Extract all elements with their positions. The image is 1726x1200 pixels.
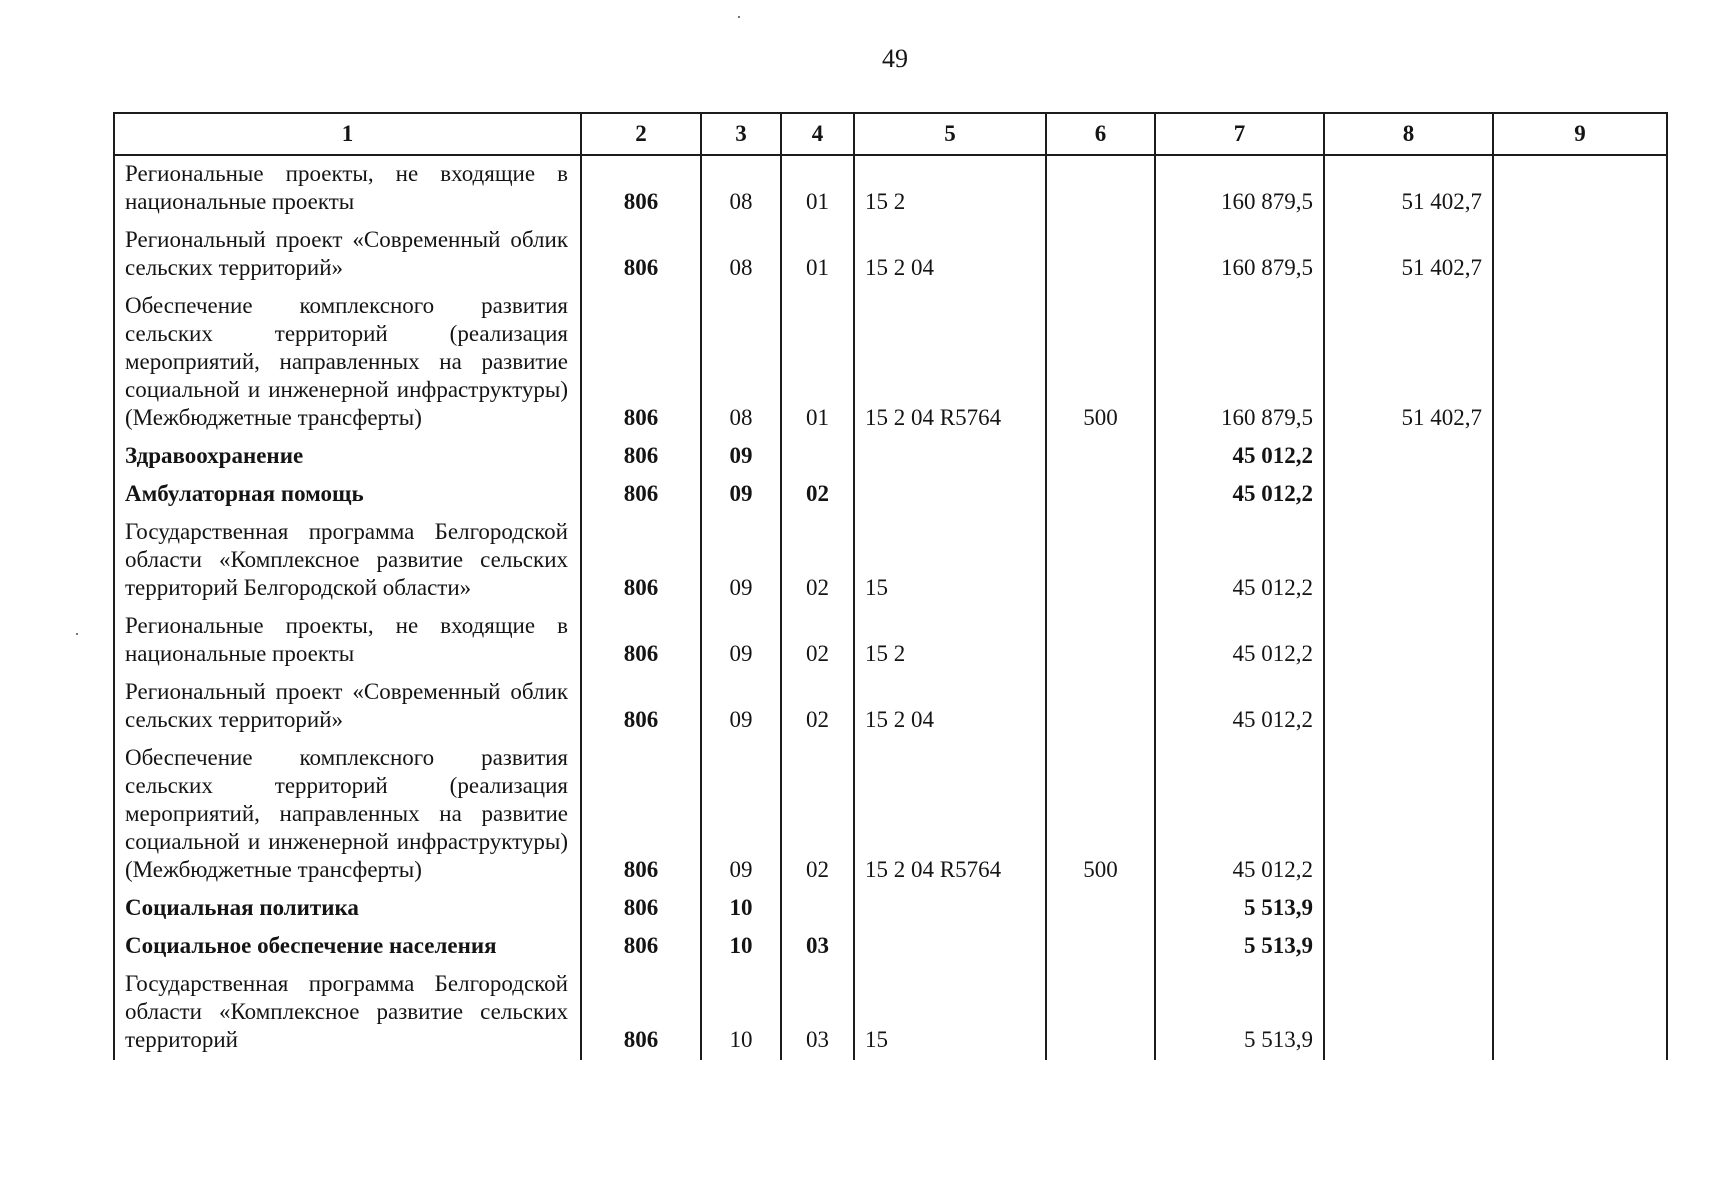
row-description: Региональные проекты, не входящие в национальные проекты: [114, 608, 581, 674]
cell-amount-col9: [1493, 928, 1667, 966]
cell-amount-col8: 51 402,7: [1324, 155, 1493, 222]
table-row: [114, 438, 1667, 476]
table-row: [114, 740, 1667, 890]
cell-amount-col9: [1493, 674, 1667, 740]
cell-subsection-code: 02: [781, 476, 854, 514]
cell-ministry-code: 806: [581, 966, 701, 1060]
column-header: 4: [781, 113, 854, 155]
cell-amount-col7: 160 879,5: [1155, 155, 1324, 222]
cell-target-article: 15 2: [854, 155, 1046, 222]
column-header: 8: [1324, 113, 1493, 155]
cell-section-code: 09: [701, 740, 781, 890]
cell-amount-col7: 45 012,2: [1155, 438, 1324, 476]
cell-amount-col9: [1493, 222, 1667, 288]
cell-section-code: 09: [701, 438, 781, 476]
cell-amount-col8: [1324, 928, 1493, 966]
cell-section-code: 10: [701, 890, 781, 928]
column-header: 5: [854, 113, 1046, 155]
cell-amount-col7: 5 513,9: [1155, 966, 1324, 1060]
cell-expense-type: 500: [1046, 288, 1155, 438]
budget-table: [113, 112, 1668, 1060]
cell-target-article: [854, 890, 1046, 928]
cell-amount-col7: 160 879,5: [1155, 222, 1324, 288]
cell-target-article: [854, 438, 1046, 476]
cell-amount-col7: 45 012,2: [1155, 740, 1324, 890]
column-header: 6: [1046, 113, 1155, 155]
cell-section-code: 08: [701, 222, 781, 288]
table-row: [114, 288, 1667, 438]
cell-subsection-code: 01: [781, 288, 854, 438]
table-row: [114, 608, 1667, 674]
cell-amount-col8: 51 402,7: [1324, 288, 1493, 438]
cell-amount-col9: [1493, 288, 1667, 438]
cell-subsection-code: 03: [781, 966, 854, 1060]
cell-target-article: 15 2: [854, 608, 1046, 674]
cell-expense-type: [1046, 966, 1155, 1060]
cell-ministry-code: 806: [581, 608, 701, 674]
table-row: [114, 222, 1667, 288]
cell-section-code: 08: [701, 155, 781, 222]
cell-subsection-code: [781, 890, 854, 928]
cell-target-article: 15 2 04 R5764: [854, 288, 1046, 438]
column-header: 3: [701, 113, 781, 155]
cell-amount-col9: [1493, 476, 1667, 514]
row-description: Региональный проект «Современный облик сельских территорий»: [114, 222, 581, 288]
cell-amount-col8: [1324, 966, 1493, 1060]
cell-expense-type: [1046, 514, 1155, 608]
cell-ministry-code: 806: [581, 514, 701, 608]
cell-subsection-code: 01: [781, 222, 854, 288]
cell-section-code: 09: [701, 608, 781, 674]
row-description: Здравоохранение: [114, 438, 581, 476]
table-row: [114, 155, 1667, 222]
cell-expense-type: [1046, 476, 1155, 514]
cell-amount-col8: [1324, 514, 1493, 608]
cell-amount-col7: 45 012,2: [1155, 674, 1324, 740]
row-description: Государственная программа Белгородской области «Комплексное развитие сельских территорий Белгородской области»: [114, 514, 581, 608]
cell-amount-col9: [1493, 514, 1667, 608]
cell-amount-col7: 160 879,5: [1155, 288, 1324, 438]
cell-ministry-code: 806: [581, 288, 701, 438]
cell-amount-col7: 5 513,9: [1155, 928, 1324, 966]
cell-section-code: 10: [701, 966, 781, 1060]
scan-speck: [738, 16, 740, 18]
row-description: Социальная политика: [114, 890, 581, 928]
cell-amount-col8: [1324, 438, 1493, 476]
cell-section-code: 09: [701, 476, 781, 514]
cell-amount-col8: [1324, 476, 1493, 514]
cell-expense-type: [1046, 155, 1155, 222]
cell-ministry-code: 806: [581, 438, 701, 476]
cell-amount-col8: [1324, 740, 1493, 890]
cell-expense-type: [1046, 222, 1155, 288]
cell-amount-col8: [1324, 890, 1493, 928]
row-description: Региональные проекты, не входящие в национальные проекты: [114, 155, 581, 222]
cell-ministry-code: 806: [581, 740, 701, 890]
column-header: 2: [581, 113, 701, 155]
scan-speck: [76, 633, 78, 635]
cell-subsection-code: 03: [781, 928, 854, 966]
cell-amount-col9: [1493, 438, 1667, 476]
table-row: [114, 674, 1667, 740]
cell-subsection-code: [781, 438, 854, 476]
cell-ministry-code: 806: [581, 155, 701, 222]
cell-section-code: 09: [701, 674, 781, 740]
cell-expense-type: [1046, 928, 1155, 966]
cell-expense-type: [1046, 890, 1155, 928]
cell-amount-col9: [1493, 740, 1667, 890]
row-description: Социальное обеспечение населения: [114, 928, 581, 966]
table-row: [114, 966, 1667, 1060]
column-header: 1: [114, 113, 581, 155]
row-description: Обеспечение комплексного развития сельских территорий (реализация мероприятий, направленных на развитие социальной и инженерной инфраструктуры) (Межбюджетные трансферты): [114, 288, 581, 438]
cell-expense-type: [1046, 438, 1155, 476]
cell-target-article: [854, 476, 1046, 514]
cell-target-article: [854, 928, 1046, 966]
page-number: 49: [882, 44, 908, 73]
row-description: Амбулаторная помощь: [114, 476, 581, 514]
table-row: [114, 890, 1667, 928]
cell-target-article: 15: [854, 966, 1046, 1060]
column-header: 7: [1155, 113, 1324, 155]
cell-amount-col8: [1324, 608, 1493, 674]
cell-target-article: 15 2 04: [854, 222, 1046, 288]
cell-subsection-code: 02: [781, 674, 854, 740]
cell-amount-col9: [1493, 155, 1667, 222]
cell-section-code: 10: [701, 928, 781, 966]
column-header: 9: [1493, 113, 1667, 155]
cell-ministry-code: 806: [581, 928, 701, 966]
cell-amount-col9: [1493, 890, 1667, 928]
cell-amount-col7: 5 513,9: [1155, 890, 1324, 928]
cell-amount-col7: 45 012,2: [1155, 608, 1324, 674]
cell-section-code: 09: [701, 514, 781, 608]
cell-amount-col9: [1493, 966, 1667, 1060]
cell-amount-col9: [1493, 608, 1667, 674]
cell-ministry-code: 806: [581, 476, 701, 514]
cell-ministry-code: 806: [581, 890, 701, 928]
cell-target-article: 15 2 04: [854, 674, 1046, 740]
table-row: [114, 476, 1667, 514]
cell-subsection-code: 01: [781, 155, 854, 222]
row-description: Государственная программа Белгородской области «Комплексное развитие сельских территорий: [114, 966, 581, 1060]
cell-ministry-code: 806: [581, 674, 701, 740]
header-row: [114, 113, 1667, 155]
cell-amount-col8: 51 402,7: [1324, 222, 1493, 288]
cell-subsection-code: 02: [781, 740, 854, 890]
cell-target-article: 15 2 04 R5764: [854, 740, 1046, 890]
cell-expense-type: [1046, 608, 1155, 674]
row-description: Обеспечение комплексного развития сельских территорий (реализация мероприятий, направленных на развитие социальной и инженерной инфраструктуры) (Межбюджетные трансферты): [114, 740, 581, 890]
row-description: Региональный проект «Современный облик сельских территорий»: [114, 674, 581, 740]
table-row: [114, 514, 1667, 608]
cell-subsection-code: 02: [781, 608, 854, 674]
cell-section-code: 08: [701, 288, 781, 438]
cell-amount-col8: [1324, 674, 1493, 740]
cell-target-article: 15: [854, 514, 1046, 608]
cell-expense-type: [1046, 674, 1155, 740]
cell-expense-type: 500: [1046, 740, 1155, 890]
cell-amount-col7: 45 012,2: [1155, 514, 1324, 608]
cell-ministry-code: 806: [581, 222, 701, 288]
cell-subsection-code: 02: [781, 514, 854, 608]
cell-amount-col7: 45 012,2: [1155, 476, 1324, 514]
table-row: [114, 928, 1667, 966]
